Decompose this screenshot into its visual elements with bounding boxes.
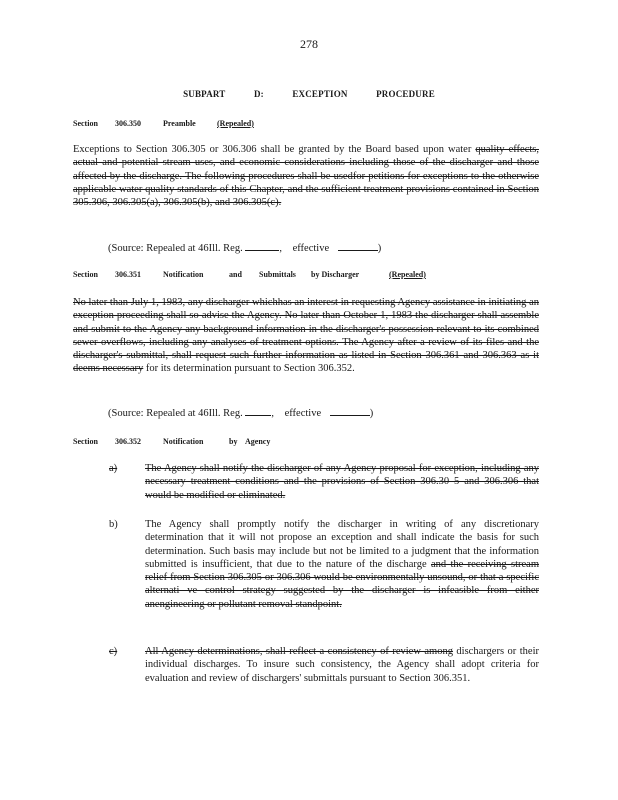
section-title-notification: Notification [163, 270, 204, 279]
section-title-and: and [229, 270, 242, 279]
section-title-agency: Agency [245, 437, 271, 446]
blank-line [330, 406, 370, 416]
section-word: Section [73, 119, 98, 128]
item-b-text: The Agency shall promptly notify the discharger in writing of any discretionary determination that it will not propose an exception and shall indicate the basis for such determination. Such basis may include but not be limited to a judgment that the information submitted is insufficient, that due to the nature of the discharge [145, 519, 539, 570]
page-number: 278 [300, 37, 318, 51]
item-label: c) [109, 646, 118, 657]
list-item-a [109, 462, 539, 502]
blank-line [338, 241, 378, 251]
blank-line [245, 406, 271, 416]
section-status: (Repealed) [217, 119, 254, 128]
blank-line [245, 241, 279, 251]
section-title-by: by [229, 437, 238, 446]
section-306-351-body [73, 296, 539, 376]
section-number: 306.351 [115, 270, 141, 279]
source-text: (Source: Repealed at 46Ill. Reg. [108, 408, 243, 419]
section-word: Section [73, 437, 98, 446]
section-306-350-heading [73, 119, 273, 128]
subpart-letter: D: [253, 89, 264, 99]
section-title-notification: Notification [163, 437, 204, 446]
section-306-351-heading [73, 270, 449, 279]
preamble-text: Exceptions to Section 306.305 or 306.306 shall be granted by the Board based upon water [73, 144, 476, 155]
section-status: (Repealed) [389, 270, 426, 279]
preamble-struck-text: quality effects, actual and potential stream uses, and economic considerations including those of the discharger and those affected by the discharge. The following procedures shall be usedfor petitions for exceptions to the otherwise applicable water quality standards of this Chapter, and the sufficient treatment provisions contained in Section 305.306, 306.305(a), 306.305(b), and 306.305(c). [73, 144, 539, 209]
subpart-word: SUBPART [183, 89, 226, 99]
section-number: 306.350 [115, 119, 141, 128]
subpart-heading [0, 89, 618, 99]
effective-text: effective [284, 408, 322, 419]
effective-text: effective [292, 243, 330, 254]
subpart-procedure-word: PROCEDURE [376, 89, 435, 99]
subpart-exception-word: EXCEPTION [292, 89, 348, 99]
list-item-c [109, 645, 539, 685]
item-label: a) [109, 463, 118, 474]
source-text: (Source: Repealed at 46Ill. Reg. [108, 243, 243, 254]
source-note-350: (Source: Repealed at 46Ill. Reg. , effective ) [108, 243, 382, 254]
source-note-351: (Source: Repealed at 46Ill. Reg. , effective ) [108, 408, 374, 419]
section-number: 306.352 [115, 437, 141, 446]
section-306-350-body [73, 143, 539, 209]
item-c-text: dischargers or their individual discharges. To insure such consistency, the Agency shall adopt criteria for evaluation and review of dischargers' submittals pursuant to Section 306.351. [145, 646, 539, 684]
notification-text: for its determination pursuant to Section 306.352. [143, 363, 355, 375]
section-title: Preamble [163, 119, 196, 128]
item-b-struck-text: and the receiving stream relief from Section 306.305 or 306.306 would be environmentally unsound, or that a specific alternati ve control strategy suggested by the discharger is infeasible from either anengineering or pollutant removal standpoint. [145, 558, 539, 610]
section-306-352-heading [73, 437, 270, 446]
item-label: b) [109, 519, 118, 530]
notification-struck-text: No later than July 1, 1983, any discharger whichhas an interest in requesting Agency assistance in initiating an exception proceeding shall so advise the Agency. No later than October 1, 1983 the discharger shall assemble and submit to the Agency any background information in the discharger's possession relevant to its combined sewer overflows, including any analyses of treatment options. The Agency after a review of its files and the discharger's submittal, shall request such further information as listed in Section 306.361 and 306.363 as it deems necessary [73, 297, 539, 375]
section-title-submittals: Submittals [259, 270, 296, 279]
list-item-b [109, 518, 539, 611]
section-word: Section [73, 270, 98, 279]
item-a-struck-text: The Agency shall notify the discharger of any Agency proposal for exception, including any necessary treatment conditions and the provisions of Section 306.30 5 and 306.306 that would be modified or eliminated. [145, 463, 539, 501]
section-title-by-discharger: by Discharger [311, 270, 360, 279]
item-c-struck-text: All Agency determinations, shall reflect a consistency of review among [145, 646, 453, 657]
